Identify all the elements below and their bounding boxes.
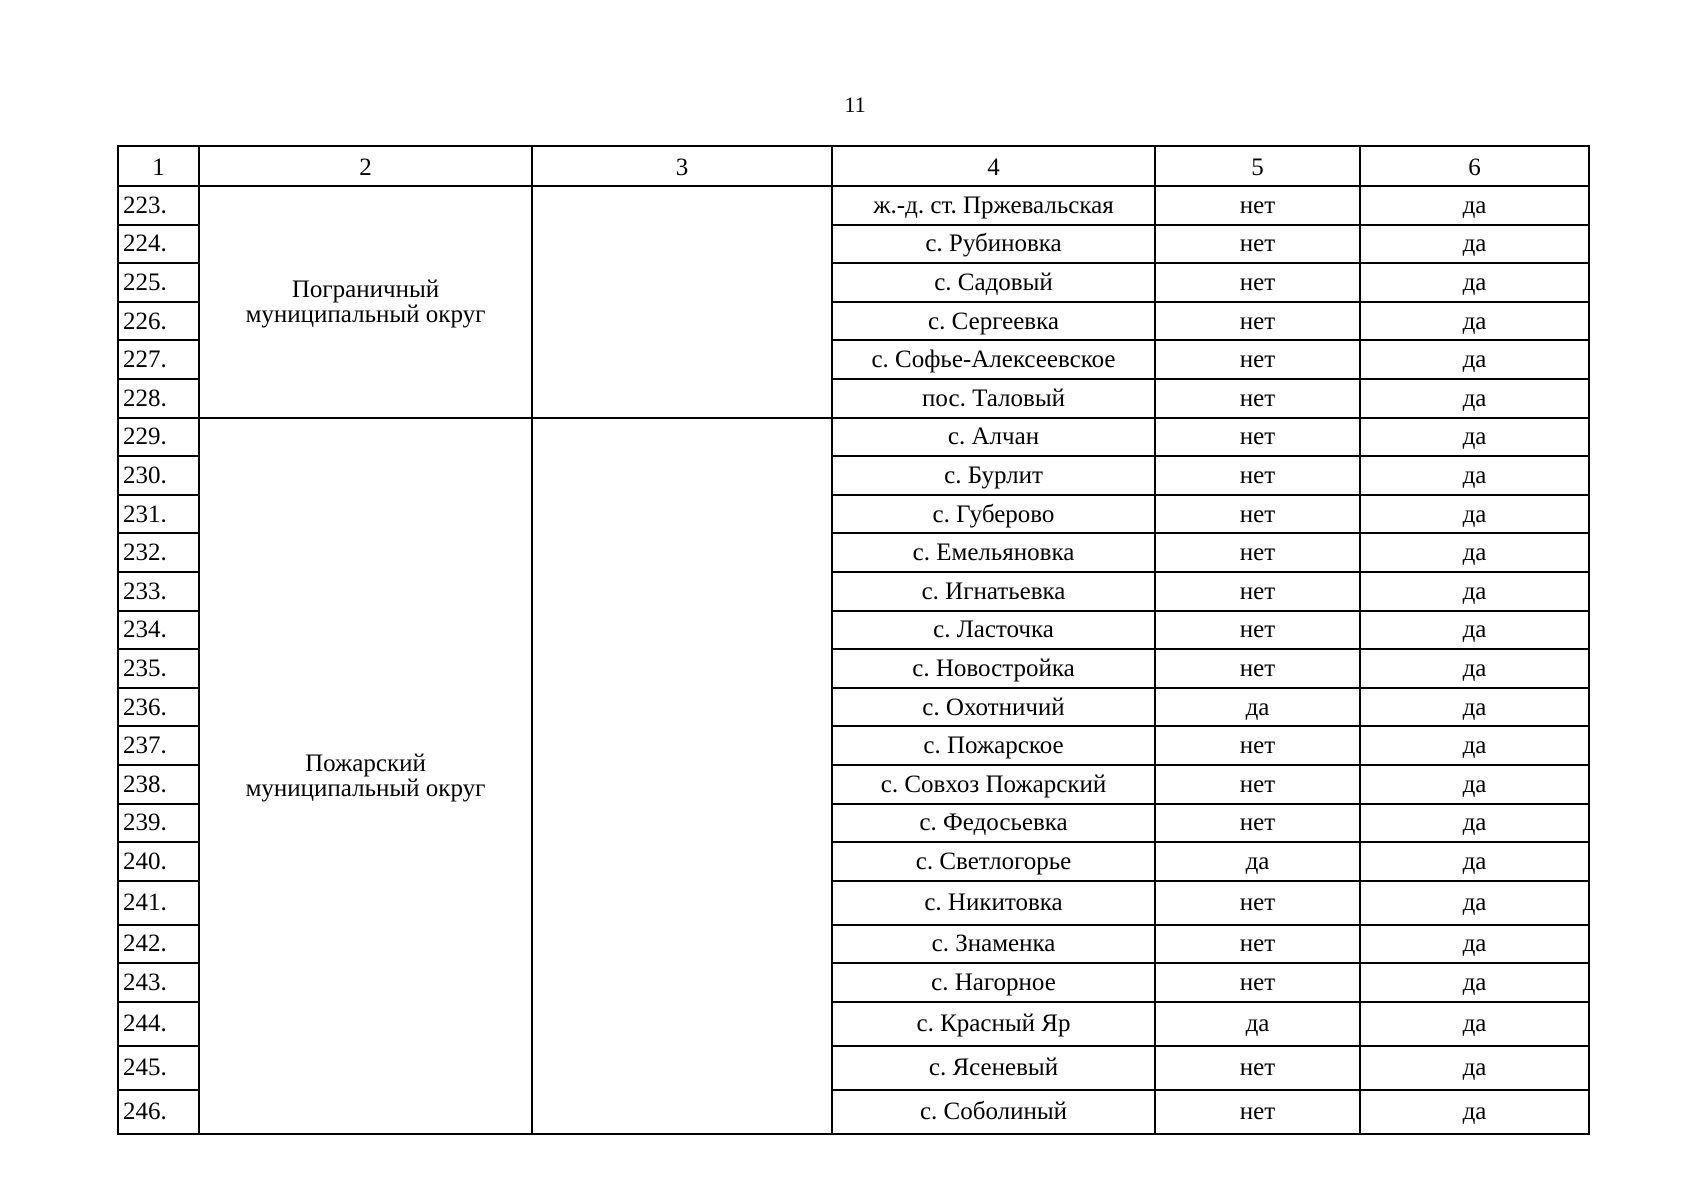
column-5-value: нет — [1155, 611, 1360, 650]
column-6-value: да — [1360, 963, 1589, 1002]
column-5-value: нет — [1155, 649, 1360, 688]
column-5-value: нет — [1155, 379, 1360, 418]
column-5-value: да — [1155, 842, 1360, 881]
column-5-value: да — [1155, 1002, 1360, 1046]
row-number: 229. — [118, 418, 199, 457]
column-6-value: да — [1360, 379, 1589, 418]
column-6-value: да — [1360, 1090, 1589, 1134]
settlement-name: с. Емельяновка — [832, 533, 1155, 572]
table-header — [118, 146, 1589, 186]
column-6-value: да — [1360, 804, 1589, 843]
column-5-value: нет — [1155, 925, 1360, 964]
settlement-name: с. Новостройка — [832, 649, 1155, 688]
row-number: 239. — [118, 804, 199, 843]
column-5-value: нет — [1155, 456, 1360, 495]
column-5-value: нет — [1155, 225, 1360, 264]
column-5-value: нет — [1155, 263, 1360, 302]
column-5-value: нет — [1155, 726, 1360, 765]
column-6-value: да — [1360, 418, 1589, 457]
row-number: 226. — [118, 302, 199, 341]
settlement-name: с. Федосьевка — [832, 804, 1155, 843]
column-6-value: да — [1360, 302, 1589, 341]
settlement-name: с. Никитовка — [832, 881, 1155, 925]
column-6-value: да — [1360, 842, 1589, 881]
settlement-name: с. Софье-Алексеевское — [832, 340, 1155, 379]
column-6-value: да — [1360, 225, 1589, 264]
row-number: 245. — [118, 1046, 199, 1090]
row-number: 240. — [118, 842, 199, 881]
settlement-name: с. Соболиный — [832, 1090, 1155, 1134]
row-number: 243. — [118, 963, 199, 1002]
column-6-value: да — [1360, 611, 1589, 650]
table-row — [118, 186, 1589, 225]
row-number: 241. — [118, 881, 199, 925]
column-6-value: да — [1360, 495, 1589, 534]
row-number: 233. — [118, 572, 199, 611]
settlement-name: с. Охотничий — [832, 688, 1155, 727]
column-5-value: нет — [1155, 881, 1360, 925]
column-6-value: да — [1360, 456, 1589, 495]
column-5-value: нет — [1155, 1090, 1360, 1134]
row-number: 223. — [118, 186, 199, 225]
row-number: 231. — [118, 495, 199, 534]
column-header-3: 3 — [532, 146, 832, 186]
column-5-value: нет — [1155, 533, 1360, 572]
column-header-5: 5 — [1155, 146, 1360, 186]
column-header-2: 2 — [199, 146, 532, 186]
column-5-value: нет — [1155, 963, 1360, 1002]
column-5-value: нет — [1155, 186, 1360, 225]
settlement-name: с. Губерово — [832, 495, 1155, 534]
row-number: 225. — [118, 263, 199, 302]
column-header-1: 1 — [118, 146, 199, 186]
settlement-name: ж.-д. ст. Пржевальская — [832, 186, 1155, 225]
column-6-value: да — [1360, 186, 1589, 225]
column-5-value: да — [1155, 688, 1360, 727]
settlement-name: с. Ласточка — [832, 611, 1155, 650]
settlement-name: с. Алчан — [832, 418, 1155, 457]
row-number: 246. — [118, 1090, 199, 1134]
column-3-cell — [532, 418, 832, 1134]
settlements-table — [117, 145, 1590, 1135]
district-name: Пожарский муниципальный округ — [199, 418, 532, 1134]
column-6-value: да — [1360, 881, 1589, 925]
column-5-value: нет — [1155, 340, 1360, 379]
row-number: 227. — [118, 340, 199, 379]
district-name: Пограничный муниципальный округ — [199, 186, 532, 418]
row-number: 244. — [118, 1002, 199, 1046]
table-body — [118, 186, 1589, 1134]
column-6-value: да — [1360, 572, 1589, 611]
column-5-value: нет — [1155, 765, 1360, 804]
column-6-value: да — [1360, 925, 1589, 964]
page-number: 11 — [844, 92, 866, 117]
row-number: 232. — [118, 533, 199, 572]
settlement-name: с. Ясеневый — [832, 1046, 1155, 1090]
row-number: 236. — [118, 688, 199, 727]
row-number: 234. — [118, 611, 199, 650]
header-row — [118, 146, 1589, 186]
column-header-4: 4 — [832, 146, 1155, 186]
column-6-value: да — [1360, 340, 1589, 379]
row-number: 224. — [118, 225, 199, 264]
settlement-name: с. Пожарское — [832, 726, 1155, 765]
settlement-name: с. Бурлит — [832, 456, 1155, 495]
settlement-name: с. Нагорное — [832, 963, 1155, 1002]
column-5-value: нет — [1155, 302, 1360, 341]
row-number: 237. — [118, 726, 199, 765]
row-number: 230. — [118, 456, 199, 495]
settlement-name: пос. Таловый — [832, 379, 1155, 418]
settlement-name: с. Садовый — [832, 263, 1155, 302]
column-6-value: да — [1360, 649, 1589, 688]
column-header-6: 6 — [1360, 146, 1589, 186]
row-number: 242. — [118, 925, 199, 964]
row-number: 235. — [118, 649, 199, 688]
column-6-value: да — [1360, 688, 1589, 727]
settlement-name: с. Знаменка — [832, 925, 1155, 964]
column-6-value: да — [1360, 1002, 1589, 1046]
column-5-value: нет — [1155, 572, 1360, 611]
row-number: 228. — [118, 379, 199, 418]
table-row — [118, 418, 1589, 457]
settlement-name: с. Сергеевка — [832, 302, 1155, 341]
column-3-cell — [532, 186, 832, 418]
column-6-value: да — [1360, 726, 1589, 765]
column-6-value: да — [1360, 533, 1589, 572]
settlement-name: с. Красный Яр — [832, 1002, 1155, 1046]
settlement-name: с. Совхоз Пожарский — [832, 765, 1155, 804]
settlement-name: с. Рубиновка — [832, 225, 1155, 264]
settlement-name: с. Игнатьевка — [832, 572, 1155, 611]
column-5-value: нет — [1155, 1046, 1360, 1090]
column-6-value: да — [1360, 765, 1589, 804]
column-5-value: нет — [1155, 495, 1360, 534]
column-5-value: нет — [1155, 418, 1360, 457]
column-6-value: да — [1360, 1046, 1589, 1090]
column-5-value: нет — [1155, 804, 1360, 843]
settlement-name: с. Светлогорье — [832, 842, 1155, 881]
row-number: 238. — [118, 765, 199, 804]
column-6-value: да — [1360, 263, 1589, 302]
